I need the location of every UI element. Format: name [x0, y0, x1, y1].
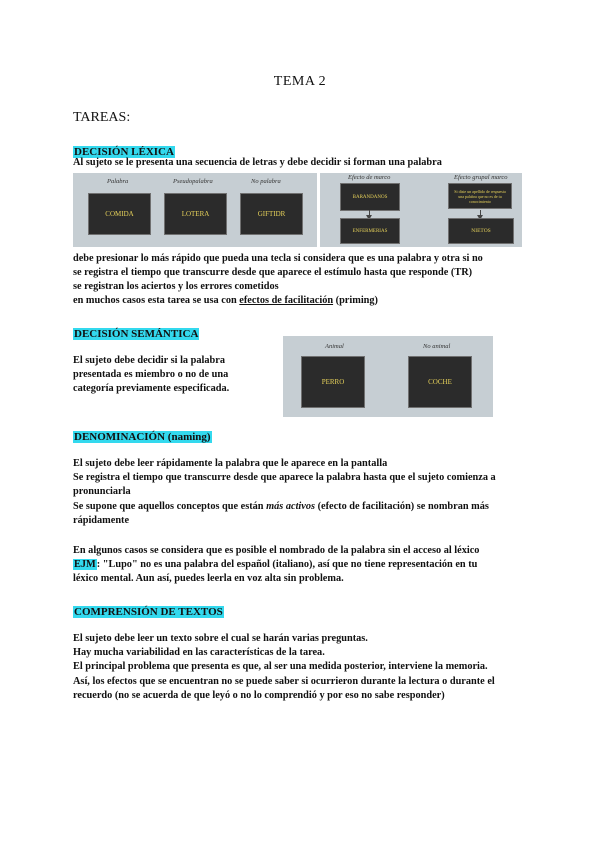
page-subtitle: TAREAS: [73, 110, 131, 125]
lexica-intro: Al sujeto se le presenta una secuencia de letras y debe decidir si forman una palabra [73, 157, 442, 168]
stimulus-box-lotera: LOTERA [164, 193, 227, 235]
caption-animal: Animal [325, 343, 344, 350]
semantica-figure [283, 336, 493, 417]
denominacion-line-2a: Se registra el tiempo que transcurre desde que aparece la palabra hasta que el sujeto comienza a [73, 472, 496, 483]
caption-palabra: Palabra [107, 178, 129, 185]
caption-efecto-grupal: Efecto grupal marco [454, 174, 508, 181]
caption-no-palabra: No palabra [251, 178, 281, 185]
comprension-line-2: Hay mucha variabilidad en las características de la tarea. [73, 647, 325, 658]
lexica-line-1: debe presionar lo más rápido que pueda una tecla si considera que es una palabra y otra si no [73, 253, 483, 264]
lexica-figure-right [320, 173, 522, 247]
stimulus-box-barandanos: BARANDANOS [340, 183, 400, 211]
lexica-line-2: se registra el tiempo que transcurre desde que aparece el estímulo hasta que responde (TR) [73, 267, 473, 278]
caption-no-animal: No animal [423, 343, 451, 350]
comprension-line-4: Así, los efectos que se encuentran no se puede saber si ocurrieron durante la lectura o durante el [73, 676, 495, 687]
heading-decision-semantica: DECISIÓN SEMÁNTICA [74, 328, 199, 340]
stimulus-box-giftidr: GIFTIDR [240, 193, 303, 235]
denominacion-line-4: En algunos casos se considera que es posible el nombrado de la palabra sin el acceso al léxico [73, 545, 480, 556]
arrow-down-icon [369, 210, 370, 216]
comprension-line-3: El principal problema que presenta es que, al ser una medida posterior, interviene la memoria. [73, 661, 488, 672]
stimulus-box-coche: COCHE [408, 356, 472, 408]
ejm-label: EJM [74, 559, 96, 570]
page-title: TEMA 2 [273, 74, 327, 89]
stimulus-box-long: Si diste un apellido de respuesta una palabra que no es de tu conocimiento [448, 183, 512, 209]
heading-decision-lexica: DECISIÓN LÉXICA [74, 146, 174, 158]
lexica-line-3: se registran los aciertos y los errores cometidos [73, 281, 279, 292]
denominacion-line-3b: rápidamente [73, 515, 130, 526]
arrow-down-icon [480, 210, 481, 216]
comprension-line-1: El sujeto debe leer un texto sobre el cual se harán varias preguntas. [73, 633, 368, 644]
stimulus-box-comida: COMIDA [88, 193, 151, 235]
semantica-line-1: El sujeto debe decidir si la palabra [73, 355, 225, 366]
denominacion-line-2b: pronunciarla [73, 486, 131, 497]
facilitacion-link: efectos de facilitación [239, 295, 334, 306]
denominacion-line-6: léxico mental. Aun así, puedes leerla en voz alta sin problema. [73, 573, 344, 584]
denominacion-line-3a: Se supone que aquellos conceptos que están más activos (efecto de facilitación) se nombran más [73, 501, 489, 512]
stimulus-box-enfermerias: ENFERMERIAS [340, 218, 400, 244]
lexica-line-4: en muchos casos esta tarea se usa con efectos de facilitación (priming) [73, 295, 378, 306]
heading-denominacion: DENOMINACIÓN (naming) [74, 431, 211, 443]
stimulus-box-nietos: NIETOS [448, 218, 514, 244]
stimulus-box-perro: PERRO [301, 356, 365, 408]
comprension-line-5: recuerdo (no se acuerda de que leyó o no lo comprendió y por eso no sabe responder) [73, 690, 445, 701]
lexica-figure-left [73, 173, 317, 247]
denominacion-line-5: EJM: "Lupo" no es una palabra del español (italiano), así que no tiene representación en tu [74, 559, 478, 570]
semantica-line-3: categoría previamente especificada. [73, 383, 230, 394]
semantica-line-2: presentada es miembro o no de una [73, 369, 229, 380]
heading-comprension: COMPRENSIÓN DE TEXTOS [74, 606, 223, 618]
denominacion-line-1: El sujeto debe leer rápidamente la palabra que le aparece en la pantalla [73, 458, 388, 469]
caption-pseudopalabra: Pseudopalabra [173, 178, 213, 185]
caption-efecto-marco: Efecto de marco [348, 174, 391, 181]
